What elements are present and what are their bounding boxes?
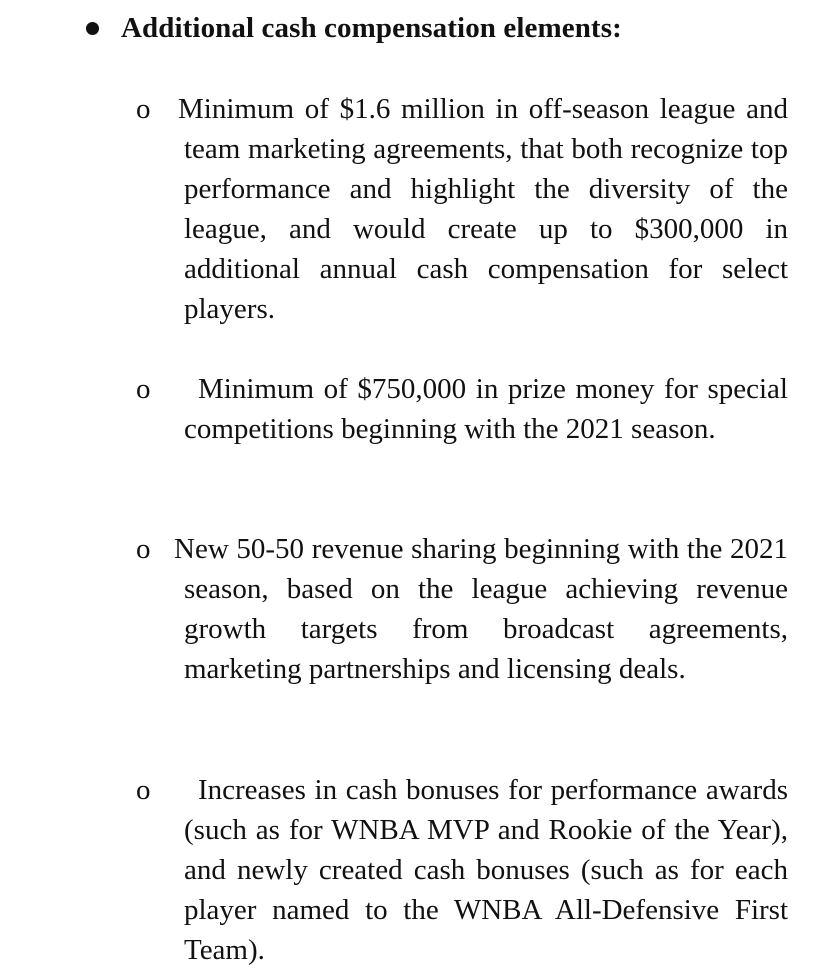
list-item — [136, 770, 788, 970]
list-item-text: Minimum of $1.6 million in off-season league and team marketing agreements, that both recognize top performance and highlight the diversity of the league, and would create up to $300,000 in additional annual cash compensation for select players. — [178, 93, 788, 325]
list-item — [136, 529, 788, 689]
bullet-icon — [86, 22, 99, 35]
list-item-text: New 50-50 revenue sharing beginning with the 2021 season, based on the league achieving revenue growth targets from broadcast agreements, marketing partnerships and licensing deals. — [174, 533, 788, 685]
section-heading-text: Additional cash compensation elements: — [121, 11, 622, 44]
list-item-text: Minimum of $750,000 in prize money for special competitions beginning with the 2021 season. — [184, 373, 788, 445]
sub-bullet-marker: o — [136, 533, 151, 565]
sub-bullet-marker: o — [136, 774, 151, 806]
list-item-text: Increases in cash bonuses for performance awards (such as for WNBA MVP and Rookie of the Year), and newly created cash bonuses (such as for each player named to the WNBA All-Defensive First Team). — [184, 774, 788, 966]
list-item — [136, 369, 788, 449]
sub-bullet-marker: o — [136, 93, 151, 125]
section-heading — [82, 8, 622, 48]
list-item — [136, 89, 788, 329]
sub-bullet-marker: o — [136, 373, 151, 405]
